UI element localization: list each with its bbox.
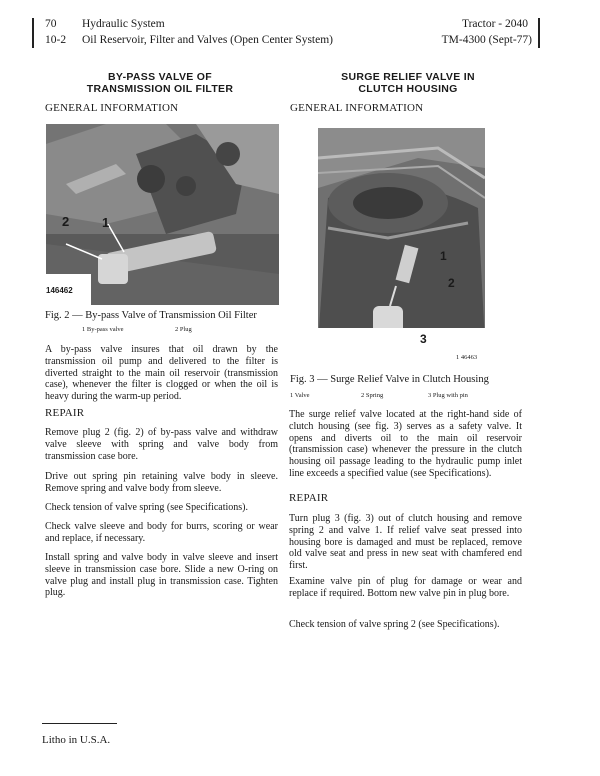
- left-repair-paragraph-4: Check valve sleeve and body for burrs, scoring or wear and replace, if necessary.: [45, 521, 278, 544]
- figure-2-legend-1: 1 By-pass valve: [82, 326, 124, 333]
- left-title-line2: TRANSMISSION OIL FILTER: [86, 83, 234, 95]
- left-repair-paragraph-3: Check tension of valve spring (see Specifications).: [45, 502, 248, 513]
- right-title-line2: CLUTCH HOUSING: [358, 83, 458, 95]
- right-intro-paragraph: The surge relief valve located at the right-hand side of clutch housing (see fig. 3) serves as a safety valve. It opens and diverts oil to the main oil reservoir (transmission case) whenever the pressure in the clutch housing oil passage leading to the hydraulic pump inlet line exceeds a specified value (see Specifications).: [289, 409, 522, 479]
- figure-3-callout-3: 3: [420, 332, 427, 346]
- figure-2-photo: [46, 124, 279, 305]
- left-repair-heading: REPAIR: [45, 407, 85, 419]
- right-repair-heading: REPAIR: [289, 492, 329, 504]
- figure-2-callout-1: 1: [102, 215, 110, 230]
- figure-3-callout-1: 1: [440, 249, 447, 263]
- right-section-title: [288, 71, 528, 95]
- figure-2-legend-2: 2 Plug: [175, 326, 192, 333]
- header-right-rule: [538, 18, 540, 48]
- figure-3-photo: [318, 128, 485, 343]
- right-repair-paragraph-3: Check tension of valve spring 2 (see Specifications).: [289, 619, 500, 630]
- product-name: Tractor - 2040: [461, 18, 528, 30]
- subsection-title: Oil Reservoir, Filter and Valves (Open Center System): [82, 34, 334, 46]
- header-left-rule: [32, 18, 34, 48]
- figure-3-photo-number: 1 46463: [456, 354, 478, 361]
- right-title-line1: SURGE RELIEF VALVE IN: [341, 71, 475, 83]
- section-title: Hydraulic System: [82, 18, 165, 30]
- figure-2-photo-number: 146462: [46, 286, 73, 295]
- left-intro-paragraph: A by-pass valve insures that oil drawn by the transmission oil pump and delivered to the filter is diverted straight to the main oil reservoir (transmission case), whenever the filter is clogged or when the oil is heavy during the warm-up period.: [45, 344, 278, 403]
- figure-2-caption: Fig. 2 — By-pass Valve of Transmission Oil Filter: [45, 310, 257, 321]
- page-number: 70: [45, 18, 57, 30]
- figure-2-callout-2: 2: [62, 214, 70, 229]
- footer-rule: [42, 723, 117, 724]
- right-repair-paragraph-2: Examine valve pin of plug for damage or wear and replace if required. Bottom new valve pin in plug bore.: [289, 576, 522, 599]
- figure-2-illustration: [46, 124, 279, 305]
- manual-id: TM-4300 (Sept-77): [441, 34, 532, 46]
- left-section-title: [40, 71, 280, 95]
- left-repair-paragraph-1: Remove plug 2 (fig. 2) of by-pass valve and withdraw valve sleeve with spring and valve body from transmission case bore.: [45, 427, 278, 462]
- left-repair-paragraph-2: Drive out spring pin retaining valve body in sleeve. Remove spring and valve body from sleeve.: [45, 471, 278, 494]
- section-number: 10-2: [45, 34, 67, 46]
- right-general-info-heading: GENERAL INFORMATION: [290, 102, 424, 114]
- footer-litho: Litho in U.S.A.: [42, 734, 111, 746]
- left-general-info-heading: GENERAL INFORMATION: [45, 102, 179, 114]
- figure-3-legend-3: 3 Plug with pin: [428, 392, 468, 399]
- figure-3-legend-2: 2 Spring: [361, 392, 384, 399]
- figure-3-illustration: [318, 128, 485, 343]
- right-repair-paragraph-1: Turn plug 3 (fig. 3) out of clutch housing and remove spring 2 and valve 1. If relief valve seat pressed into housing bore is damaged and must be replaced, remove old valve seat and press in new seat with chamfered end first.: [289, 513, 522, 572]
- figure-3-callout-2: 2: [448, 276, 455, 290]
- left-title-line1: BY-PASS VALVE OF: [108, 71, 212, 83]
- left-repair-paragraph-5: Install spring and valve body in valve sleeve and insert sleeve in transmission case bore. Slide a new O-ring on valve plug and install plug in transmission case. Tighten plug.: [45, 552, 278, 599]
- figure-3-caption: Fig. 3 — Surge Relief Valve in Clutch Housing: [290, 374, 489, 385]
- figure-3-legend-1: 1 Valve: [290, 392, 310, 399]
